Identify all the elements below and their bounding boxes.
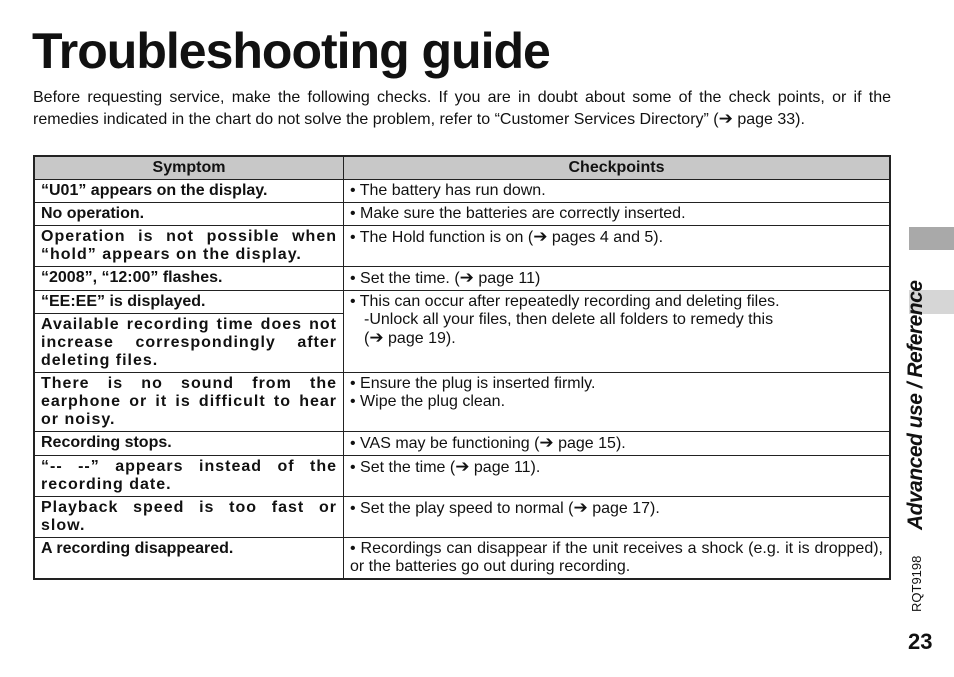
- checkpoint-text: • This can occur after repeatedly recording and deleting files.: [350, 293, 780, 310]
- checkpoint-cell: • Make sure the batteries are correctly inserted.: [344, 203, 891, 226]
- symptom-cell: Playback speed is too fast or slow.: [34, 497, 344, 538]
- checkpoint-cell: [344, 432, 891, 456]
- intro-text: Before requesting service, make the following checks. If you are in doubt about some of the check points, or if the remedies indicated in the chart do not solve the problem, refer to “Customer Services Directory” (: [33, 89, 891, 128]
- checkpoint-page-ref: pages 4 and 5).: [547, 229, 664, 246]
- section-label: Advanced use / Reference: [904, 280, 927, 530]
- checkpoint-text: • Wipe the plug clean.: [350, 393, 506, 410]
- checkpoint-cell: [344, 226, 891, 267]
- arrow-right-icon: ➔: [539, 433, 554, 452]
- symptom-cell: There is no sound from the earphone or it is difficult to hear or noisy.: [34, 373, 344, 432]
- table-row: [34, 180, 890, 203]
- page-number: 23: [908, 629, 933, 654]
- troubleshooting-table: [33, 155, 891, 580]
- arrow-right-icon: ➔: [369, 328, 384, 347]
- symptom-cell: Available recording time does not increase correspondingly after deleting files.: [34, 314, 344, 373]
- checkpoint-text: • Set the time (: [350, 459, 456, 476]
- checkpoint-text: • The Hold function is on (: [350, 229, 534, 246]
- checkpoint-page-ref: page 17).: [587, 500, 660, 517]
- table-row: [34, 373, 890, 432]
- arrow-right-icon: ➔: [455, 457, 470, 476]
- intro-paragraph: [33, 88, 891, 130]
- checkpoint-cell: • The battery has run down.: [344, 180, 891, 203]
- symptom-cell: Recording stops.: [34, 432, 344, 456]
- symptom-cell: “-- --” appears instead of the recording date.: [34, 456, 344, 497]
- table-row: [34, 456, 890, 497]
- symptom-cell: No operation.: [34, 203, 344, 226]
- checkpoint-subtext-ref: (➔ page 19).: [364, 328, 456, 347]
- symptom-cell: Operation is not possible when “hold” appears on the display.: [34, 226, 344, 267]
- checkpoint-page-ref: page 19).: [383, 330, 456, 347]
- table-row: [34, 432, 890, 456]
- checkpoint-subtext: -Unlock all your files, then delete all folders to remedy this: [364, 311, 774, 328]
- intro-page-ref: page 33).: [732, 110, 805, 128]
- arrow-right-icon: ➔: [573, 498, 588, 517]
- symptom-cell: “EE:EE” is displayed.: [34, 291, 344, 314]
- checkpoint-cell: • Recordings can disappear if the unit receives a shock (e.g. it is dropped), or the batteries go out during recording.: [344, 538, 891, 580]
- table-row: [34, 538, 890, 580]
- header-symptom: Symptom: [34, 156, 344, 180]
- arrow-right-icon: ➔: [718, 108, 733, 128]
- page-title: Troubleshooting guide: [32, 23, 550, 79]
- checkpoint-page-ref: page 11): [473, 270, 541, 287]
- checkpoint-cell: [344, 267, 891, 291]
- checkpoint-text: • VAS may be functioning (: [350, 435, 540, 452]
- checkpoint-cell: [344, 373, 891, 432]
- arrow-right-icon: ➔: [533, 227, 548, 246]
- symptom-cell: “2008”, “12:00” flashes.: [34, 267, 344, 291]
- checkpoint-text: • Ensure the plug is inserted firmly.: [350, 375, 596, 392]
- table-row: [34, 226, 890, 267]
- symptom-cell: A recording disappeared.: [34, 538, 344, 580]
- header-checkpoints: Checkpoints: [344, 156, 891, 180]
- section-tab-marker: [909, 227, 954, 250]
- checkpoint-cell: [344, 497, 891, 538]
- checkpoint-text: • Set the play speed to normal (: [350, 500, 574, 517]
- arrow-right-icon: ➔: [459, 268, 474, 287]
- checkpoint-page-ref: page 15).: [553, 435, 626, 452]
- model-code: RQT9198: [909, 555, 924, 612]
- checkpoint-cell: [344, 456, 891, 497]
- table-row: [34, 291, 890, 314]
- table-row: [34, 497, 890, 538]
- table-row: [34, 267, 890, 291]
- symptom-cell: “U01” appears on the display.: [34, 180, 344, 203]
- checkpoint-cell: [344, 291, 891, 373]
- checkpoint-page-ref: page 11).: [469, 459, 541, 476]
- checkpoint-text: • Set the time. (: [350, 270, 460, 287]
- table-row: [34, 203, 890, 226]
- table-header-row: [34, 156, 890, 180]
